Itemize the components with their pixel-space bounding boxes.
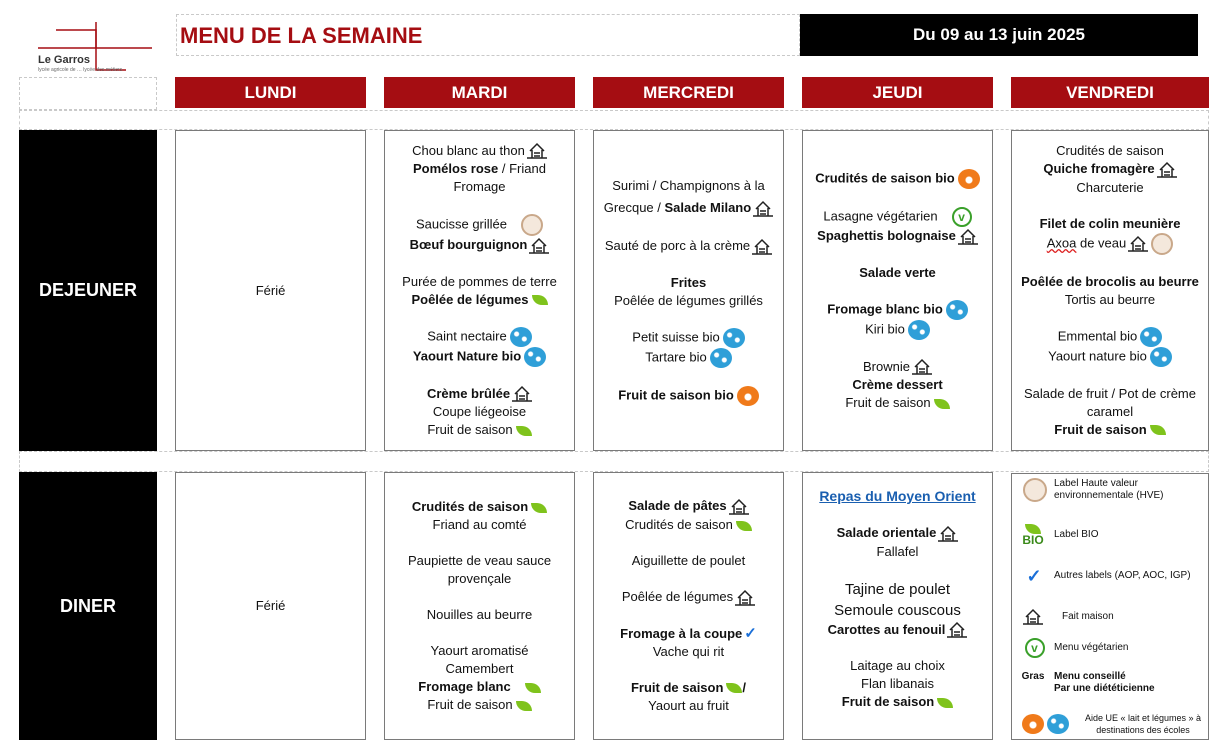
eu-milk-icon <box>908 320 930 340</box>
menu-item: Fruit de saison <box>1054 421 1147 437</box>
page-title: MENU DE LA SEMAINE <box>180 23 423 48</box>
eu-milk-icon <box>946 300 968 320</box>
logo-subline: lycée agricole de … lycée des métiers <box>38 67 123 73</box>
lunch-vendredi <box>1011 130 1209 451</box>
menu-item: Spaghettis bolognaise <box>817 227 956 243</box>
homemade-icon <box>1023 608 1043 626</box>
homemade-icon <box>938 525 958 543</box>
menu-item: Flan libanais <box>861 676 934 692</box>
menu-item: Crudités de saison <box>625 517 733 532</box>
eu-milk-icon <box>1150 347 1172 367</box>
bio-leaf-icon <box>736 521 752 531</box>
bio-leaf-icon <box>525 683 541 693</box>
homemade-icon <box>729 498 749 516</box>
menu-item: Saint nectaire <box>427 328 507 344</box>
menu-item: Salade orientale <box>836 525 937 540</box>
day-header-mercredi: MERCREDI <box>593 77 784 110</box>
menu-item: Yaourt Nature bio <box>412 348 522 364</box>
day-header-mardi: MARDI <box>384 77 575 110</box>
menu-item: Fromage blanc bio <box>827 300 943 316</box>
menu-item: Nouilles au beurre <box>426 607 533 622</box>
menu-item: Semoule couscous <box>834 601 961 619</box>
menu-item: Saucisse grillée <box>415 216 508 232</box>
menu-item: Petit suisse bio <box>632 329 720 345</box>
theme-meal-link[interactable]: Repas du Moyen Orient <box>819 488 976 504</box>
legend-veg: Menu végétarien <box>1054 642 1129 653</box>
menu-item: Fruit de saison bio <box>618 387 734 403</box>
dinner-jeudi <box>802 472 993 740</box>
menu-item: Yaourt nature bio <box>1048 348 1147 364</box>
homemade-icon <box>1157 161 1177 179</box>
homemade-icon <box>735 589 755 607</box>
menu-item: Salade de pâtes <box>628 498 727 514</box>
hve-label-icon <box>1023 478 1047 502</box>
menu-item: Fromage à la coupe <box>620 625 743 641</box>
legend-homemade: Fait maison <box>1062 611 1114 622</box>
menu-item: Fruit de saison <box>427 422 513 438</box>
logo <box>36 20 154 76</box>
bio-leaf-icon <box>1150 425 1166 435</box>
menu-item: Salade Milano <box>664 200 752 216</box>
menu-item: Crudités de saison <box>1056 143 1164 159</box>
menu-item: Crudités de saison <box>411 499 529 514</box>
menu-item: Coupe liégeoise <box>432 404 527 420</box>
vegetarian-icon: v <box>952 207 972 227</box>
grid-spacer <box>19 110 1209 130</box>
menu-item: Férié <box>255 598 286 613</box>
menu-item: Salade de fruit / Pot de crème <box>1024 385 1196 401</box>
dinner-mercredi <box>593 472 784 740</box>
menu-item: Fruit de saison <box>841 694 935 710</box>
menu-item: Poêlée de légumes <box>621 589 734 604</box>
eu-milk-icon <box>1047 714 1069 734</box>
homemade-icon <box>958 228 978 246</box>
lunch-lundi <box>175 130 366 451</box>
legend-bold: Menu conseillé <box>1054 671 1126 682</box>
menu-item: Charcuterie <box>1076 179 1144 195</box>
menu-item: caramel <box>1086 403 1134 419</box>
menu-item: Lasagne végétarien <box>823 208 938 224</box>
legend-hve: Label Haute valeur environnementale (HVE) <box>1054 478 1164 501</box>
homemade-icon <box>527 142 547 160</box>
quality-label-check-icon: ✓ <box>744 624 757 642</box>
title-box <box>176 14 800 56</box>
menu-item: Laitage au choix <box>850 658 945 674</box>
eu-milk-icon <box>510 327 532 347</box>
menu-item: Emmental bio <box>1057 328 1138 344</box>
day-header-jeudi: JEUDI <box>802 77 993 110</box>
bio-leaf-icon <box>937 698 953 708</box>
menu-item: Paupiette de veau sauce <box>407 553 552 568</box>
day-header-vendredi: VENDREDI <box>1011 77 1209 110</box>
menu-item: Tajine de poulet <box>844 580 951 598</box>
eu-milk-icon <box>710 348 732 368</box>
menu-item: Tortis au beurre <box>1064 291 1156 307</box>
menu-item: Aiguillette de poulet <box>631 553 746 568</box>
legend <box>1011 473 1209 740</box>
dinner-lundi <box>175 472 366 740</box>
menu-item: Poêlée de légumes grillés <box>614 292 763 308</box>
menu-item: Poêlée de brocolis au beurre <box>1021 273 1199 289</box>
menu-item: Yaourt au fruit <box>648 697 729 713</box>
menu-item: Bœuf bourguignon <box>409 237 528 253</box>
menu-item: Carottes au fenouil <box>827 621 946 637</box>
grid-spacer <box>19 77 157 110</box>
bio-leaf-icon <box>516 426 532 436</box>
bio-leaf-icon <box>934 399 950 409</box>
legend-other: Autres labels (AOP, AOC, IGP) <box>1054 570 1191 581</box>
bio-logo-icon: BIO <box>1012 524 1054 546</box>
menu-item: Surimi / Champignons à la <box>612 178 765 194</box>
menu-item: Tartare bio <box>645 349 707 365</box>
legend-eu: Aide UE « lait et légumes » à destinations des écoles <box>1084 713 1202 735</box>
eu-vegetable-icon <box>958 169 980 189</box>
bio-leaf-icon <box>532 295 548 305</box>
lunch-mardi <box>384 130 575 451</box>
eu-milk-icon <box>524 347 546 367</box>
menu-item: Grecque / <box>603 200 665 216</box>
eu-vegetable-icon <box>737 386 759 406</box>
menu-item: Crudités de saison bio <box>815 170 955 186</box>
menu-item: Poêlée de légumes <box>411 291 529 307</box>
menu-item: Crème dessert <box>852 377 943 393</box>
menu-item: Camembert <box>445 661 514 676</box>
day-header-lundi: LUNDI <box>175 77 366 110</box>
legend-bio: Label BIO <box>1054 529 1099 540</box>
bio-leaf-icon <box>516 701 532 711</box>
menu-item: Yaourt aromatisé <box>430 643 529 658</box>
menu-item: Fallafel <box>876 543 919 559</box>
grid-spacer <box>19 451 1209 472</box>
menu-item: Kiri bio <box>865 320 905 336</box>
dinner-mardi <box>384 472 575 740</box>
homemade-icon <box>753 200 773 218</box>
menu-item: Salade verte <box>859 264 936 280</box>
homemade-icon <box>752 238 772 256</box>
homemade-icon <box>912 358 932 376</box>
legend-bold-2: Par une diététicienne <box>1054 683 1155 694</box>
bio-leaf-icon <box>531 503 547 513</box>
eu-milk-icon <box>1140 327 1162 347</box>
legend-bold-key: Gras <box>1021 671 1045 682</box>
menu-item: Friand au comté <box>432 517 527 532</box>
meal-label-lunch: DEJEUNER <box>19 130 157 451</box>
menu-item: provençale <box>447 571 512 586</box>
hve-label-icon <box>1151 233 1173 255</box>
menu-item: Férié <box>255 282 286 298</box>
menu-item: Quiche fromagère <box>1043 161 1155 177</box>
menu-item: Fromage blanc <box>418 679 511 694</box>
menu-item: / Friand <box>498 161 546 177</box>
menu-item: Fromage <box>453 179 506 195</box>
menu-item: Crème brûlée <box>426 385 511 401</box>
hve-label-icon <box>521 214 543 236</box>
homemade-icon <box>1128 235 1148 253</box>
meal-label-dinner: DINER <box>19 472 157 740</box>
eu-milk-icon <box>723 328 745 348</box>
menu-item: Fruit de saison <box>427 697 513 712</box>
homemade-icon <box>529 237 549 255</box>
menu-item: Pomélos rose <box>413 161 499 177</box>
lunch-jeudi <box>802 130 993 451</box>
menu-item: Chou blanc au thon <box>412 142 525 158</box>
quality-label-check-icon: ✓ <box>1026 566 1042 586</box>
menu-item: Vache qui rit <box>652 643 725 659</box>
menu-item: Sauté de porc à la crème <box>604 238 751 254</box>
eu-vegetable-icon <box>1022 714 1044 734</box>
bio-leaf-icon <box>726 683 742 693</box>
menu-item: Fruit de saison <box>630 679 724 695</box>
homemade-icon <box>947 621 967 639</box>
homemade-icon <box>512 385 532 403</box>
menu-item: / <box>742 679 747 695</box>
menu-item: Brownie <box>863 358 910 374</box>
menu-item: Fruit de saison <box>845 395 931 411</box>
menu-item: de veau <box>1076 235 1127 251</box>
vegetarian-icon: v <box>1025 638 1045 658</box>
lunch-mercredi <box>593 130 784 451</box>
menu-item: Purée de pommes de terre <box>402 273 557 289</box>
menu-item: Frites <box>670 274 707 290</box>
date-range: Du 09 au 13 juin 2025 <box>800 14 1198 56</box>
logo-name: Le Garros <box>38 54 90 66</box>
menu-item: Filet de colin meunière <box>1039 215 1181 231</box>
menu-item: Axoa <box>1046 235 1077 251</box>
